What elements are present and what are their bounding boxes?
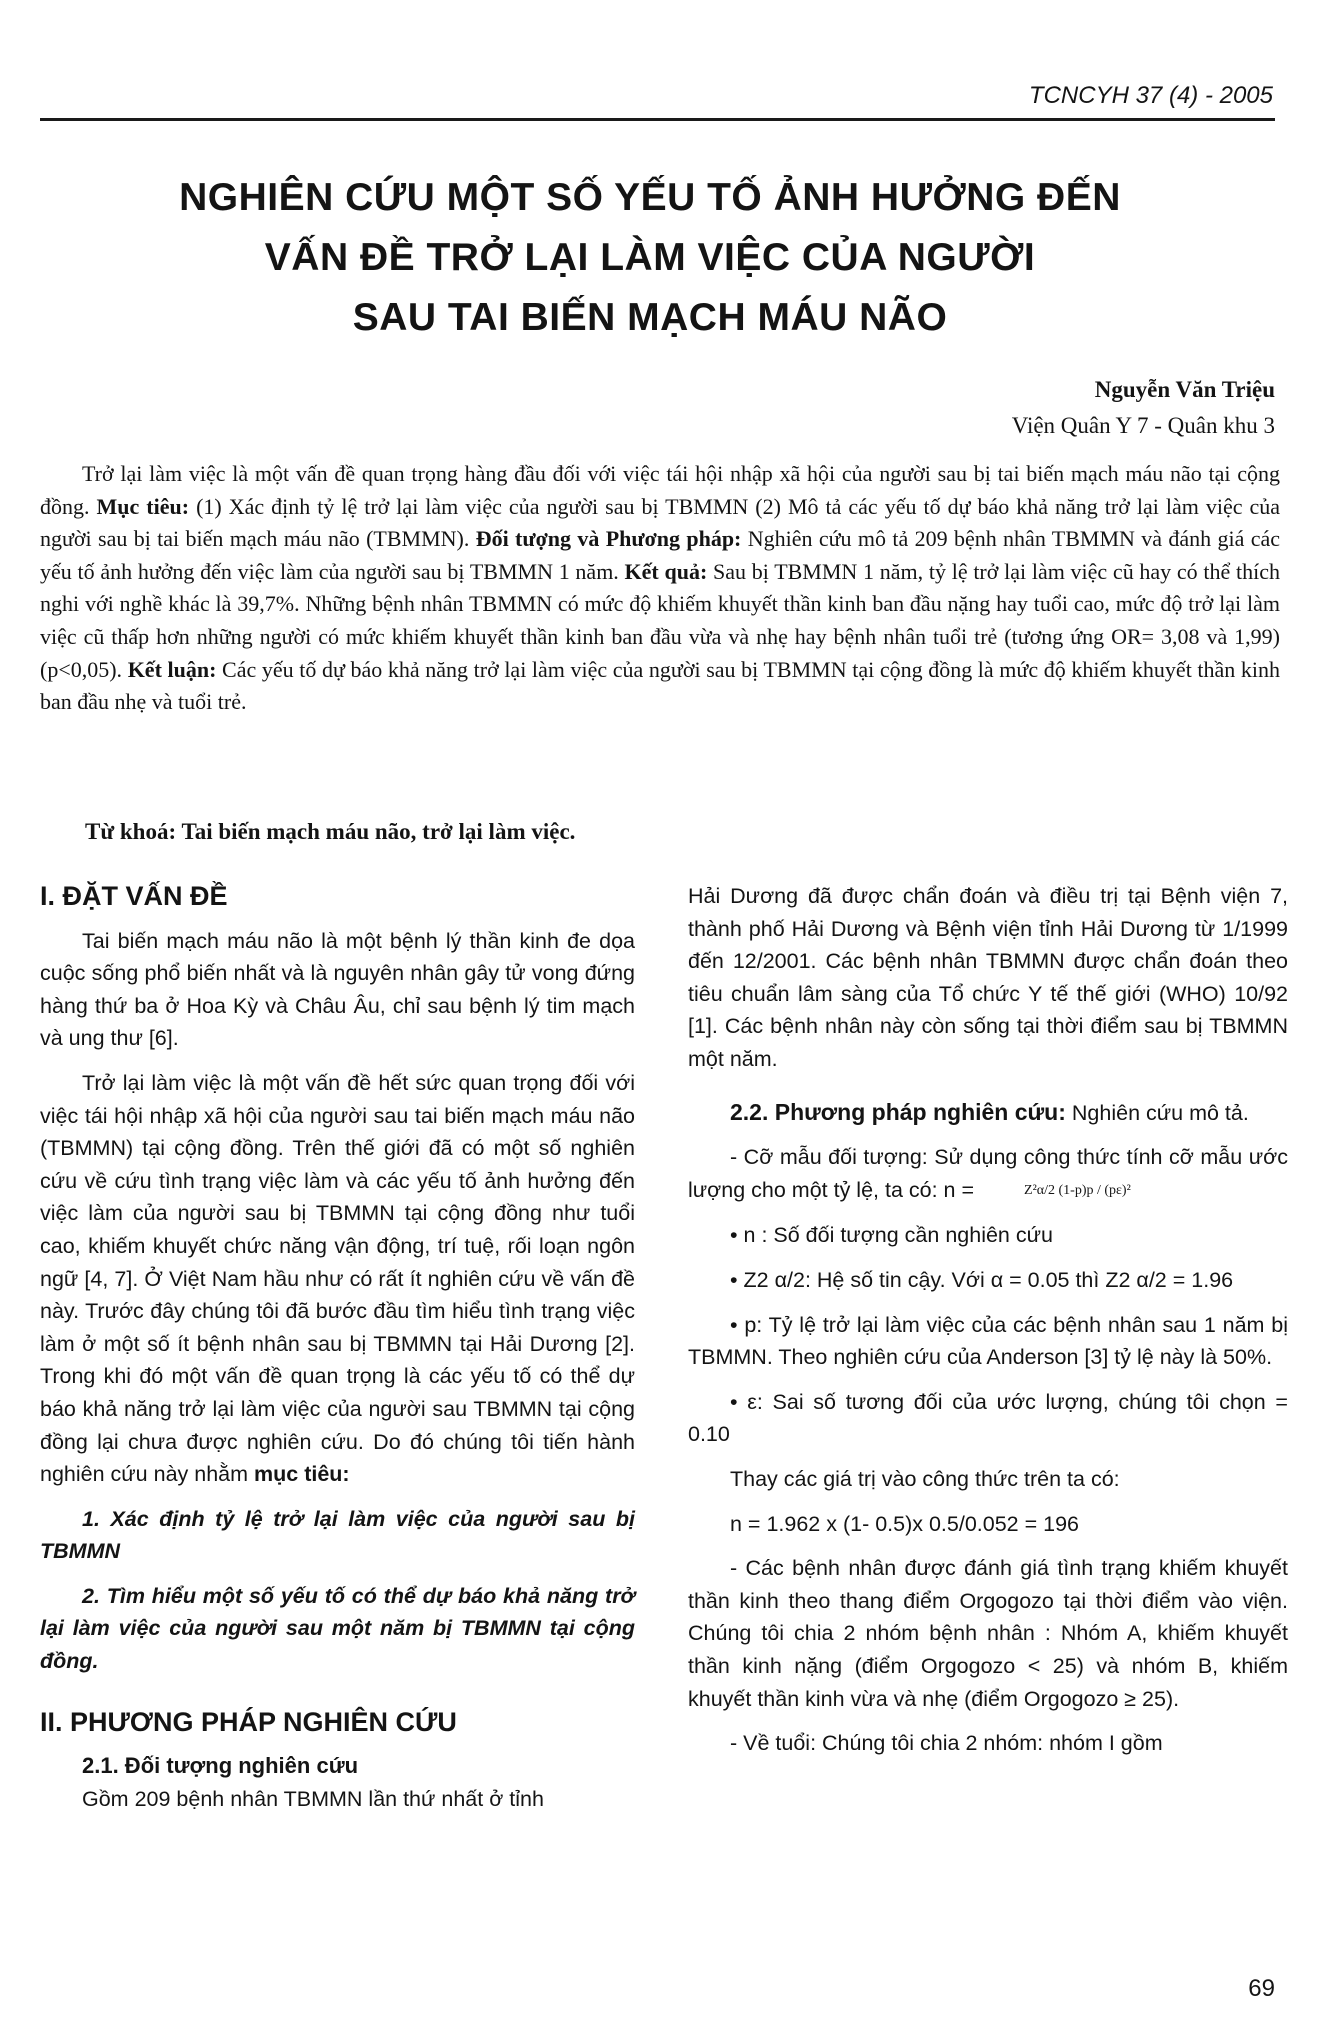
abstract (40, 458, 1280, 719)
sample-size-text: - Cỡ mẫu đối tượng: Sử dụng công thức tính cỡ mẫu ước lượng cho một tỷ lệ, ta có: n = (688, 1145, 1288, 1202)
title-line-1: NGHIÊN CỨU MỘT SỐ YẾU TỐ ẢNH HƯỞNG ĐẾN (179, 176, 1121, 219)
paragraph: - Các bệnh nhân được đánh giá tình trạng khiếm khuyết thần kinh theo thang điểm Orgogozo tại thời điểm vào viện. Chúng tôi chia 2 nhóm bệnh nhân : Nhóm A, khiếm khuyết thần kinh nặng (điểm Orgogozo < 25) và nhóm B, khiếm khuyết thần kinh vừa và nhẹ (điểm Orgogozo ≥ 25). (688, 1556, 1288, 1711)
list-item: • n : Số đối tượng cần nghiên cứu (688, 1219, 1288, 1252)
right-column (688, 880, 1288, 1772)
abstract-methods: Nghiên cứu mô tả 209 bệnh nhân TBMMN và đánh giá các yếu tố ảnh hưởng đến việc làm của người sau bị TBMMN 1 năm. (40, 526, 1281, 584)
header-rule (40, 118, 1275, 121)
abstract-results-label: Kết quả: (624, 558, 708, 584)
paragraph (40, 1067, 635, 1491)
objective-1: 1. Xác định tỷ lệ trở lại làm việc của người sau bị TBMMN (40, 1506, 635, 1564)
abstract-conclusion-label: Kết luận: (127, 656, 217, 682)
paragraph: Gồm 209 bệnh nhân TBMMN lần thứ nhất ở tỉnh (82, 1786, 544, 1811)
journal-reference: TCNCYH 37 (4) - 2005 (1028, 82, 1273, 109)
title-line-3: SAU TAI BIẾN MẠCH MÁU NÃO (352, 296, 948, 339)
paragraph: Hải Dương đã được chẩn đoán và điều trị tại Bệnh viện 7, thành phố Hải Dương và Bệnh viện tỉnh Hải Dương từ 1/1999 đến 12/2001. Các bệnh nhân TBMMN được chẩn đoán theo tiêu chuẩn lâm sàng của Tổ chức Y tế thế giới (WHO) 10/92 [1]. Các bệnh nhân này còn sống tại thời điểm sau bị TBMMN một năm. (688, 884, 1288, 1071)
objective-2: 2. Tìm hiểu một số yếu tố có thể dự báo khả năng trở lại làm việc của người sau một năm bị TBMMN tại cộng đồng. (40, 1583, 635, 1674)
paragraph-text: Nghiên cứu mô tả. (1071, 1100, 1249, 1125)
subsection-heading-2-2: 2.2. Phương pháp nghiên cứu: (730, 1098, 1066, 1125)
abstract-aim: (1) Xác định tỷ lệ trở lại làm việc của người sau bị TBMMN (2) Mô tả các yếu tố dự báo khả năng trở lại làm việc của người sau bị tai biến mạch máu não (TBMMN). (40, 493, 1281, 552)
abstract-intro: Trở lại làm việc là một vấn đề quan trọng hàng đầu đối với việc tái hội nhập xã hội của người sau bị tai biến mạch máu não tại cộng đồng. (40, 461, 1280, 519)
abstract-results: Sau bị TBMMN 1 năm, tỷ lệ trở lại làm việc cũ hay có thể thích nghi với nghề khác là 39,7%. Những bệnh nhân TBMMN có mức độ khiếm khuyết thần kinh ban đầu nặng hay tuổi cao, mức độ trở lại làm việc cũ thấp hơn những người có mức khiếm khuyết thần kinh ban đầu vừa và nhẹ hay bệnh nhân tuổi trẻ (tương ứng OR= 3,08 và 1,99) (p<0,05). (40, 558, 1281, 682)
title-line-2: VẤN ĐỀ TRỞ LẠI LÀM VIỆC CỦA NGƯỜI (264, 236, 1036, 279)
subsection-heading-2-1: 2.1. Đối tượng nghiên cứu (82, 1753, 359, 1779)
abstract-methods-label: Đối tượng và Phương pháp: (475, 526, 742, 552)
list-item: • Z2 α/2: Hệ số tin cậy. Với α = 0.05 thì Z2 α/2 = 1.96 (688, 1264, 1288, 1297)
section-heading-2: II. PHƯƠNG PHÁP NGHIÊN CỨU (40, 1706, 457, 1737)
page-number: 69 (1248, 1975, 1275, 2002)
paragraph: n = 1.962 x (1- 0.5)x 0.5/0.052 = 196 (730, 1511, 1080, 1536)
abstract-aim-label: Mục tiêu: (96, 493, 190, 519)
author-name: Nguyễn Văn Triệu (1094, 377, 1275, 402)
sample-size-formula: Z²α/2 (1-p)p / (pε)² (1024, 1182, 1131, 1198)
section-heading-1: I. ĐẶT VẤN ĐỀ (40, 881, 228, 911)
paragraph (688, 1141, 1288, 1207)
article-title (150, 168, 1150, 348)
author-block (1012, 372, 1275, 444)
paragraph: - Về tuổi: Chúng tôi chia 2 nhóm: nhóm I gồm (730, 1731, 1163, 1756)
author-affiliation: Viện Quân Y 7 - Quân khu 3 (1011, 413, 1275, 438)
paragraph: Tai biến mạch máu não là một bệnh lý thần kinh đe dọa cuộc sống phổ biến nhất và là nguyên nhân gây tử vong đứng hàng thứ ba ở Hoa Kỳ và Châu Âu, chỉ sau bệnh lý tim mạch và ung thư [6]. (40, 928, 635, 1051)
left-column (40, 880, 635, 1827)
paragraph: Thay các giá trị vào công thức trên ta có: (730, 1466, 1120, 1491)
list-item: • p: Tỷ lệ trở lại làm việc của các bệnh nhân sau 1 năm bị TBMMN. Theo nghiên cứu của Anderson [3] tỷ lệ này là 50%. (688, 1309, 1288, 1374)
keywords: Từ khoá: Tai biến mạch máu não, trở lại làm việc. (85, 819, 576, 844)
paragraph-text: Trở lại làm việc là một vấn đề hết sức quan trọng đối với việc tái hội nhập xã hội của người sau tai biến mạch máu não (TBMMN) tại cộng đồng. Trên thế giới đã có một số nghiên cứu về cứu tình trạng việc làm và các yếu tố ảnh hưởng đến việc làm của người sau bị TBMMN tại cộng đồng như tuổi cao, khiếm khuyết chức năng vận động, trí tuệ, rối loạn ngôn ngữ [4, 7]. Ở Việt Nam hầu như có rất ít nghiên cứu về vấn đề này. Trước đây chúng tôi đã bước đầu tìm hiểu tình trạng việc làm ở một số ít bệnh nhân sau bị TBMMN tại Hải Dương [2]. Trong khi đó một vấn đề quan trọng là các yếu tố có thể dự báo khả năng trở lại làm việc của người sau TBMMN tại cộng đồng lại chưa được nghiên cứu. Do đó chúng tôi tiến hành nghiên cứu này nhằm (40, 1070, 635, 1487)
abstract-conclusion: Các yếu tố dự báo khả năng trở lại làm việc của người sau bị TBMMN tại cộng đồng là mức độ khiếm khuyết thần kinh ban đầu nhẹ và tuổi trẻ. (40, 656, 1281, 715)
list-item: • ε: Sai số tương đối của ước lượng, chúng tôi chọn = 0.10 (688, 1386, 1288, 1451)
objective-label: mục tiêu: (254, 1462, 350, 1487)
paragraph (688, 1096, 1288, 1130)
